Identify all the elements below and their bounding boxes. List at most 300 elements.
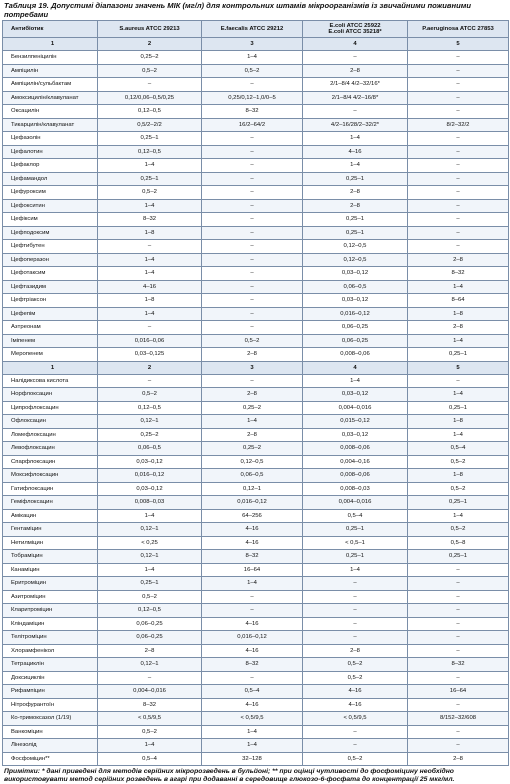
mic-range-cell: 0,06–0,25	[98, 631, 202, 645]
mic-range-cell: 16/2–64/2	[202, 118, 303, 132]
antibiotic-name-cell: Цефоперазон	[3, 253, 98, 267]
table-row	[3, 199, 509, 213]
antibiotic-name-cell: Цефокситин	[3, 199, 98, 213]
table-row	[3, 550, 509, 564]
mic-range-cell: –	[408, 213, 509, 227]
mic-range-cell: –	[202, 213, 303, 227]
mic-range-cell: 0,5–8	[408, 536, 509, 550]
antibiotic-name-cell: Доксициклін	[3, 671, 98, 685]
mic-range-cell: 2–8	[408, 321, 509, 335]
mic-range-cell: 0,016–0,12	[98, 469, 202, 483]
mic-range-cell: –	[303, 604, 408, 618]
table-row	[3, 132, 509, 146]
mic-range-cell: 4–16	[303, 685, 408, 699]
mic-range-cell: 0,25–2	[202, 401, 303, 415]
antibiotic-name-cell: Цефуроксим	[3, 186, 98, 200]
table-row	[3, 51, 509, 65]
mic-range-cell: 1–8	[408, 307, 509, 321]
table-row	[3, 428, 509, 442]
antibiotic-name-cell: Канаміцин	[3, 563, 98, 577]
antibiotic-name-cell: Цефіксим	[3, 213, 98, 227]
mic-range-cell: 0,004–0,016	[303, 401, 408, 415]
mic-range-cell: 0,5–2	[202, 334, 303, 348]
table-row	[3, 496, 509, 510]
header-antibiotic: Антибіотик	[3, 21, 98, 38]
antibiotic-name-cell: Нітрофурантоїн	[3, 698, 98, 712]
mic-range-cell: 16–64	[408, 685, 509, 699]
table-row	[3, 482, 509, 496]
mic-range-cell: –	[303, 617, 408, 631]
antibiotic-name-cell: Бензилпеніцилін	[3, 51, 98, 65]
mic-range-cell: 2–8	[202, 348, 303, 362]
mic-range-cell: 0,12–1	[98, 658, 202, 672]
mic-range-cell: 0,5–2	[202, 64, 303, 78]
mic-range-cell: –	[202, 145, 303, 159]
mic-range-cell: 8/152–32/608	[408, 712, 509, 726]
table-row	[3, 294, 509, 308]
mic-range-cell: 8–64	[408, 294, 509, 308]
mic-range-cell: 0,015–0,12	[303, 415, 408, 429]
mic-range-cell: –	[98, 374, 202, 388]
antibiotic-name-cell: Ванкоміцин	[3, 725, 98, 739]
antibiotic-name-cell: Моксифлоксацин	[3, 469, 98, 483]
mic-range-cell: 1–4	[303, 132, 408, 146]
mic-range-cell: 0,06–0,5	[98, 442, 202, 456]
mic-range-cell: < 0,25	[98, 536, 202, 550]
antibiotic-name-cell: Ципрофлоксацин	[3, 401, 98, 415]
mic-range-cell: < 0,5/9,5	[202, 712, 303, 726]
mic-range-cell: 4–16	[202, 536, 303, 550]
mic-range-cell: –	[202, 590, 303, 604]
mic-range-cell: –	[202, 267, 303, 281]
mic-range-cell: 1–4	[98, 267, 202, 281]
mic-range-cell: 1–4	[303, 374, 408, 388]
antibiotic-name-cell: Гентаміцин	[3, 523, 98, 537]
column-number-row	[3, 38, 509, 51]
column-number-cell: 3	[202, 361, 303, 374]
table-row	[3, 604, 509, 618]
mic-range-cell: 0,25–1	[98, 132, 202, 146]
mic-range-cell: 1–4	[98, 509, 202, 523]
mic-range-cell: 0,25–1	[303, 213, 408, 227]
mic-range-cell: 8–32	[98, 213, 202, 227]
mic-range-cell: –	[408, 671, 509, 685]
mic-range-cell: 1–4	[408, 334, 509, 348]
mic-range-cell: –	[98, 321, 202, 335]
mic-range-cell: 64–256	[202, 509, 303, 523]
table-row	[3, 725, 509, 739]
table-caption: Таблиця 19. Допустимі діапазони значень МІК (мг/л) для контрольних штамів мікроорганізмів із звичайними поживними потребами	[4, 1, 471, 19]
mic-range-cell: 0,5–2	[98, 64, 202, 78]
table-row	[3, 685, 509, 699]
mic-range-cell: 0,25–1	[408, 550, 509, 564]
mic-range-cell: 0,004–0,16	[303, 455, 408, 469]
mic-range-cell: 0,008–0,06	[303, 348, 408, 362]
mic-range-cell: –	[303, 51, 408, 65]
mic-range-cell: 0,5–2	[98, 725, 202, 739]
mic-range-cell: 0,03–0,125	[98, 348, 202, 362]
antibiotic-name-cell: Іміпенем	[3, 334, 98, 348]
mic-range-cell: 4–16	[303, 698, 408, 712]
column-number-cell: 5	[408, 361, 509, 374]
table-row	[3, 388, 509, 402]
mic-range-cell: –	[202, 280, 303, 294]
table-row	[3, 186, 509, 200]
mic-range-cell: 2–8	[408, 253, 509, 267]
antibiotic-name-cell: Амоксицилін/клавуланат	[3, 91, 98, 105]
table-row	[3, 105, 509, 119]
mic-range-cell: 1–4	[408, 509, 509, 523]
antibiotic-name-cell: Ампіцилін	[3, 64, 98, 78]
column-number-cell: 4	[303, 38, 408, 51]
header-p-aeruginosa: P.aeruginosa ATCC 27853	[408, 21, 509, 38]
mic-range-cell: 0,06–0,25	[303, 334, 408, 348]
table-row	[3, 118, 509, 132]
mic-range-cell: 0,25–2	[98, 428, 202, 442]
mic-range-cell: 0,12–1	[98, 415, 202, 429]
antibiotic-name-cell: Ампіцилін/сульбактам	[3, 78, 98, 92]
mic-range-cell: 0,12–0,5	[98, 401, 202, 415]
table-row	[3, 415, 509, 429]
table-row	[3, 455, 509, 469]
mic-range-cell: 1–4	[408, 428, 509, 442]
header-e-coli-text: E.coli ATCC 25922 E.coli ATCC 35218*	[328, 22, 382, 35]
mic-range-cell: 1–4	[98, 199, 202, 213]
table-row	[3, 348, 509, 362]
table-row	[3, 698, 509, 712]
mic-range-cell: 0,008–0,03	[303, 482, 408, 496]
antibiotic-name-cell: Налідиксова кислота	[3, 374, 98, 388]
antibiotic-name-cell: Оксацилін	[3, 105, 98, 119]
mic-range-cell: –	[408, 226, 509, 240]
mic-range-cell: 0,5–2	[408, 455, 509, 469]
mic-range-cell: 0,03–0,12	[303, 294, 408, 308]
mic-range-cell: 8–32	[408, 267, 509, 281]
table-row	[3, 172, 509, 186]
mic-range-cell: –	[408, 604, 509, 618]
mic-range-cell: 0,12–0,5	[303, 240, 408, 254]
header-e-coli	[303, 21, 408, 38]
table-row	[3, 226, 509, 240]
mic-range-cell: 0,5–2	[98, 590, 202, 604]
mic-range-cell: –	[408, 172, 509, 186]
mic-range-cell: –	[202, 294, 303, 308]
mic-range-cell: 1–8	[98, 294, 202, 308]
mic-range-cell: –	[408, 91, 509, 105]
mic-range-cell: –	[408, 186, 509, 200]
mic-range-cell: 0,5–2	[408, 523, 509, 537]
mic-range-cell: 0,008–0,06	[303, 469, 408, 483]
mic-range-cell: –	[408, 240, 509, 254]
table-row	[3, 213, 509, 227]
mic-range-cell: 8–32	[98, 698, 202, 712]
mic-range-cell: –	[303, 577, 408, 591]
mic-range-cell: 4–16	[202, 698, 303, 712]
mic-range-cell: –	[202, 604, 303, 618]
table-row	[3, 280, 509, 294]
mic-range-cell: 1–4	[202, 725, 303, 739]
table-row	[3, 307, 509, 321]
mic-range-cell: 4–16	[303, 145, 408, 159]
mic-range-cell: –	[202, 199, 303, 213]
antibiotic-name-cell: Цефподоксим	[3, 226, 98, 240]
mic-range-cell: 0,12–0,5	[303, 253, 408, 267]
mic-range-cell: 0,004–0,016	[303, 496, 408, 510]
antibiotic-name-cell: Фосфоміцин**	[3, 752, 98, 766]
table-row	[3, 644, 509, 658]
table-row	[3, 401, 509, 415]
mic-range-cell: 0,06–0,5	[202, 469, 303, 483]
table-row	[3, 240, 509, 254]
mic-range-cell: –	[408, 199, 509, 213]
mic-range-cell: 0,25–1	[303, 550, 408, 564]
mic-range-cell: 2–8	[98, 644, 202, 658]
mic-range-cell: 2–8	[303, 199, 408, 213]
mic-range-cell: 2/1–8/4 4/2–16/8*	[303, 91, 408, 105]
mic-range-cell: –	[408, 159, 509, 173]
mic-range-cell: –	[408, 739, 509, 753]
mic-range-cell: 1–4	[98, 253, 202, 267]
table-row	[3, 145, 509, 159]
antibiotic-name-cell: Цефазолін	[3, 132, 98, 146]
mic-range-cell: –	[202, 132, 303, 146]
mic-range-cell: 1–4	[98, 563, 202, 577]
table-row	[3, 469, 509, 483]
mic-range-cell: 8–32	[202, 658, 303, 672]
antibiotic-name-cell: Кларитроміцин	[3, 604, 98, 618]
mic-range-cell: –	[98, 240, 202, 254]
antibiotic-name-cell: Хлорамфенікол	[3, 644, 98, 658]
antibiotic-name-cell: Цефаклор	[3, 159, 98, 173]
antibiotic-name-cell: Тикарцилін/клавуланат	[3, 118, 98, 132]
table-row	[3, 523, 509, 537]
mic-range-cell: –	[408, 64, 509, 78]
antibiotic-name-cell: Нетилміцин	[3, 536, 98, 550]
mic-range-cell: 0,06–0,5	[303, 280, 408, 294]
mic-range-cell: –	[98, 671, 202, 685]
table-notes: Примітки: * дані приведені для методів серійних мікророзведень в бульйоні; ** при оцінці чутливості до фосфоміцину необхідно використовувати метод серійних розведень в агарі при додаванні в середовище глюкозо-6-фосфата до концентрації 25 мкг/мл.	[4, 768, 455, 783]
mic-range-cell: 0,25–1	[303, 172, 408, 186]
mic-range-cell: 0,25–1	[408, 496, 509, 510]
antibiotic-name-cell: Геміфлоксацин	[3, 496, 98, 510]
mic-range-cell: 0,016–0,12	[202, 496, 303, 510]
antibiotic-name-cell: Еритроміцин	[3, 577, 98, 591]
mic-range-cell: 0,25–1	[408, 401, 509, 415]
mic-range-cell: 8–32	[202, 105, 303, 119]
mic-range-cell: 0,12–1	[202, 482, 303, 496]
mic-range-cell: –	[202, 186, 303, 200]
antibiotic-name-cell: Тобраміцин	[3, 550, 98, 564]
mic-range-cell: 0,25–2	[202, 442, 303, 456]
mic-range-cell: 8–32	[408, 658, 509, 672]
table-row	[3, 577, 509, 591]
mic-range-cell: < 0,5–1	[303, 536, 408, 550]
table-row	[3, 617, 509, 631]
antibiotic-name-cell: Цефалотин	[3, 145, 98, 159]
mic-range-cell: 0,5–2	[408, 482, 509, 496]
mic-range-cell: 0,03–0,12	[303, 388, 408, 402]
antibiotic-name-cell: Ко-тримоксазол (1/19)	[3, 712, 98, 726]
mic-range-cell: 0,12–1	[98, 550, 202, 564]
mic-range-cell: 2–8	[303, 64, 408, 78]
table-row	[3, 631, 509, 645]
table-body	[3, 38, 509, 766]
mic-range-cell: –	[202, 374, 303, 388]
antibiotic-name-cell: Спарфлоксацин	[3, 455, 98, 469]
mic-range-cell: 0,25–1	[303, 226, 408, 240]
mic-range-cell: 32–128	[202, 752, 303, 766]
mic-range-cell: 0,12–0,5	[98, 604, 202, 618]
mic-range-cell: 1–8	[408, 415, 509, 429]
table-row	[3, 536, 509, 550]
mic-range-cell: –	[408, 644, 509, 658]
column-number-cell: 5	[408, 38, 509, 51]
mic-range-cell: –	[408, 145, 509, 159]
mic-range-cell: < 0,5/9,5	[98, 712, 202, 726]
antibiotic-name-cell: Норфлоксацин	[3, 388, 98, 402]
mic-range-cell: –	[202, 159, 303, 173]
antibiotic-name-cell: Цефтазидим	[3, 280, 98, 294]
column-number-cell: 1	[3, 361, 98, 374]
mic-range-cell: < 0,5/9,5	[303, 712, 408, 726]
antibiotic-name-cell: Меропенем	[3, 348, 98, 362]
mic-range-cell: 1–4	[202, 739, 303, 753]
mic-range-cell: 0,25–1	[98, 577, 202, 591]
table-row	[3, 91, 509, 105]
mic-range-cell: 0,12–1	[98, 523, 202, 537]
mic-range-cell: 1–8	[408, 469, 509, 483]
mic-range-cell: –	[202, 78, 303, 92]
table-row	[3, 321, 509, 335]
mic-range-cell: 0,25–1	[303, 523, 408, 537]
mic-range-cell: –	[408, 631, 509, 645]
mic-range-cell: 0,008–0,06	[303, 442, 408, 456]
antibiotic-name-cell: Азитроміцин	[3, 590, 98, 604]
mic-range-cell: 0,5–2	[303, 671, 408, 685]
antibiotic-name-cell: Левофлоксацин	[3, 442, 98, 456]
table-row	[3, 64, 509, 78]
mic-range-cell: 2–8	[202, 388, 303, 402]
table-row	[3, 563, 509, 577]
antibiotic-name-cell: Лінезолід	[3, 739, 98, 753]
table-row	[3, 752, 509, 766]
mic-range-cell: 0,12/0,06–0,5/0,25	[98, 91, 202, 105]
mic-range-cell: 0,008–0,03	[98, 496, 202, 510]
mic-range-cell: 1–4	[98, 159, 202, 173]
mic-range-cell: 0,016–0,12	[202, 631, 303, 645]
mic-range-cell: 8/2–32/2	[408, 118, 509, 132]
mic-range-cell: 0,016–0,12	[303, 307, 408, 321]
mic-range-cell: 1–4	[408, 388, 509, 402]
mic-range-cell: 1–4	[202, 577, 303, 591]
antibiotic-name-cell: Цефтріаксон	[3, 294, 98, 308]
antibiotic-name-cell: Гатифлоксацин	[3, 482, 98, 496]
table-row	[3, 509, 509, 523]
table-row	[3, 374, 509, 388]
mic-range-cell: –	[303, 105, 408, 119]
mic-range-cell: 0,004–0,016	[98, 685, 202, 699]
mic-range-cell: 4–16	[202, 523, 303, 537]
mic-range-cell: –	[303, 590, 408, 604]
mic-range-cell: 4/2–16/28/2–32/2*	[303, 118, 408, 132]
table-row	[3, 658, 509, 672]
mic-range-cell: 0,5–4	[303, 509, 408, 523]
mic-range-cell: 2–8	[303, 186, 408, 200]
mic-range-cell: –	[408, 105, 509, 119]
mic-range-cell: 0,03–0,12	[98, 482, 202, 496]
mic-range-cell: 0,016–0,06	[98, 334, 202, 348]
antibiotic-name-cell: Амікацин	[3, 509, 98, 523]
mic-range-cell: 1–4	[98, 739, 202, 753]
table-row	[3, 159, 509, 173]
table-row	[3, 739, 509, 753]
mic-range-cell: 0,25–1	[98, 172, 202, 186]
mic-range-cell: –	[202, 671, 303, 685]
mic-range-cell: 2/1–8/4 4/2–32/16*	[303, 78, 408, 92]
header-row	[3, 21, 509, 38]
mic-range-cell: 0,03–0,12	[98, 455, 202, 469]
column-number-cell: 3	[202, 38, 303, 51]
column-number-cell: 2	[98, 38, 202, 51]
table-row	[3, 712, 509, 726]
antibiotic-name-cell: Ломефлоксацин	[3, 428, 98, 442]
mic-range-cell: –	[408, 577, 509, 591]
mic-range-cell: –	[202, 253, 303, 267]
mic-range-cell: 0,06–0,25	[303, 321, 408, 335]
mic-range-cell: 0,5–4	[408, 442, 509, 456]
mic-range-cell: 1–4	[303, 563, 408, 577]
mic-range-cell: 0,5–2	[303, 752, 408, 766]
table-row	[3, 267, 509, 281]
mic-range-cell: –	[408, 132, 509, 146]
mic-range-cell: 0,03–0,12	[303, 267, 408, 281]
antibiotic-name-cell: Тетрациклін	[3, 658, 98, 672]
mic-range-cell: 1–4	[98, 307, 202, 321]
mic-range-cell: –	[303, 739, 408, 753]
mic-range-cell: –	[202, 172, 303, 186]
antibiotic-name-cell: Азтреонам	[3, 321, 98, 335]
table-row	[3, 253, 509, 267]
mic-range-cell: –	[408, 698, 509, 712]
mic-range-cell: 0,12–0,5	[98, 105, 202, 119]
antibiotic-name-cell: Цефтибутен	[3, 240, 98, 254]
mic-range-cell: 2–8	[408, 752, 509, 766]
mic-range-cell: 1–8	[98, 226, 202, 240]
table-row	[3, 334, 509, 348]
mic-range-cell: 0,5–2	[98, 388, 202, 402]
antibiotic-name-cell: Цефотаксим	[3, 267, 98, 281]
mic-range-cell: –	[202, 307, 303, 321]
mic-table	[2, 20, 509, 766]
mic-range-cell: –	[408, 725, 509, 739]
mic-range-cell: 0,5/2–2/2	[98, 118, 202, 132]
mic-range-cell: –	[303, 631, 408, 645]
mic-range-cell: 0,5–2	[303, 658, 408, 672]
mic-range-cell: –	[202, 226, 303, 240]
mic-range-cell: 4–16	[202, 617, 303, 631]
column-number-cell: 2	[98, 361, 202, 374]
table-row	[3, 590, 509, 604]
antibiotic-name-cell: Кліндаміцин	[3, 617, 98, 631]
mic-range-cell: –	[408, 78, 509, 92]
mic-range-cell: –	[408, 374, 509, 388]
mic-range-cell: 1–4	[202, 51, 303, 65]
table-row	[3, 671, 509, 685]
mic-range-cell: –	[303, 725, 408, 739]
mic-range-cell: –	[408, 563, 509, 577]
mic-range-cell: 4–16	[202, 644, 303, 658]
mic-range-cell: –	[202, 240, 303, 254]
